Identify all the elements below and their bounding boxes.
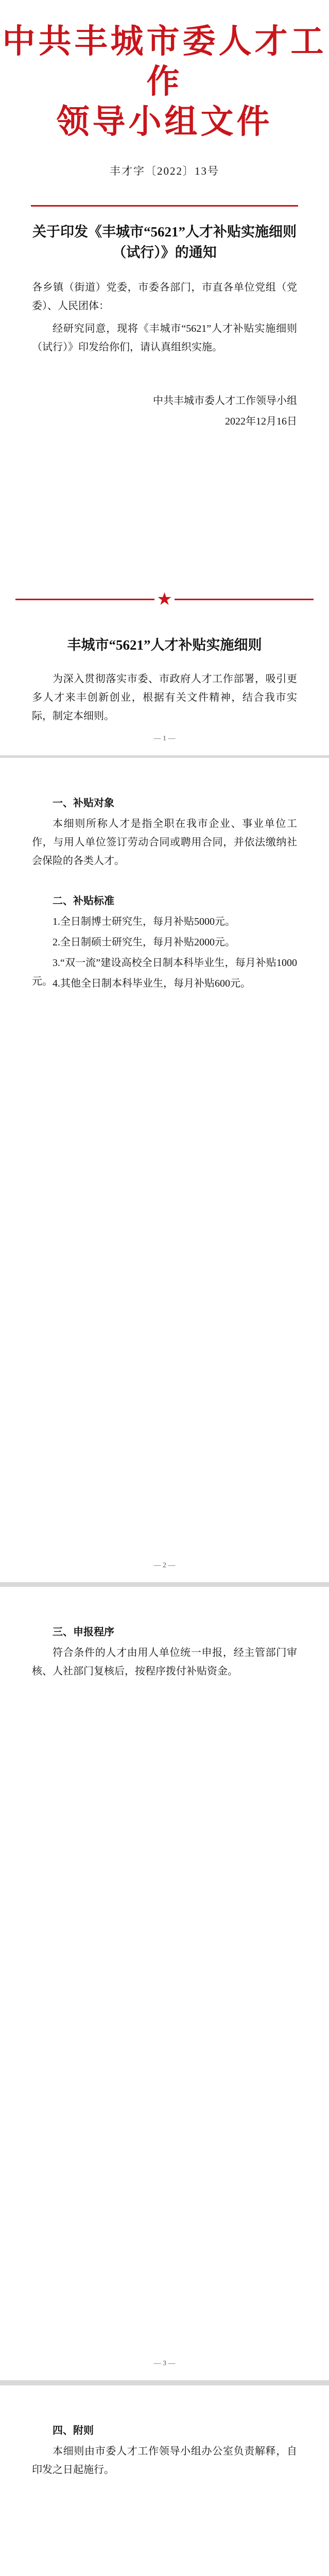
page-3 xyxy=(0,1587,329,2380)
org-line-1: 中共丰城市委人才工作 xyxy=(2,23,327,100)
list-item: 3.“双一流”建设高校全日制本科毕业生，每月补贴1000元。 xyxy=(32,957,297,987)
rules-title: 丰城市“5621”人才补贴实施细则 xyxy=(67,637,262,653)
rules-intro: 为深入贯彻落实市委、市政府人才工作部署，吸引更多人才来丰创新创业，根据有关文件精神，结合我市实际，制定本细则。 xyxy=(32,673,297,722)
red-header xyxy=(0,22,329,142)
page-number: — 1 — xyxy=(153,735,176,742)
notice-title-line-1: 关于印发《丰城市“5621”人才补贴实施细则 xyxy=(32,224,297,240)
section-1-text: 本细则所称人才是指全职在我市企业、事业单位工作，与用人单位签订劳动合同或聘用合同，并依法缴纳社会保险的各类人才。 xyxy=(32,818,297,867)
star-divider xyxy=(0,588,329,611)
page-number: — 2 — xyxy=(153,1562,176,1569)
notice-body: 经研究同意，现将《丰城市“5621”人才补贴实施细则（试行）》印发给你们，请认真组织实施。 xyxy=(32,323,297,353)
page-2 xyxy=(0,758,329,1582)
list-item: 4.其他全日制本科毕业生，每月补贴600元。 xyxy=(53,978,251,989)
list-item: 2.全日制硕士研究生，每月补贴2000元。 xyxy=(53,937,235,948)
org-line-2: 领导小组文件 xyxy=(56,104,273,140)
notice-recipients: 各乡镇（街道）党委，市委各部门，市直各单位党组（党委）、人民团体： xyxy=(32,282,297,312)
notice-title-line-2: （试行）》的通知 xyxy=(112,245,217,260)
list-item: 1.全日制博士研究生，每月补贴5000元。 xyxy=(53,916,235,927)
section-4-title: 四、附则 xyxy=(53,2425,94,2436)
page-4 xyxy=(0,2385,329,2576)
notice-title xyxy=(31,222,298,263)
section-1-title: 一、补贴对象 xyxy=(53,798,114,809)
page-number: — 3 — xyxy=(153,2360,176,2367)
page-1 xyxy=(0,0,329,755)
section-4-text: 本细则由市委人才工作领导小组办公室负责解释，自印发之日起施行。 xyxy=(32,2446,297,2476)
star-icon: ★ xyxy=(157,590,172,609)
red-divider xyxy=(31,205,298,207)
section-2-title: 二、补贴标准 xyxy=(53,895,114,907)
notice-date: 2022年12月16日 xyxy=(225,416,297,427)
notice-issuer: 中共丰城市委人才工作领导小组 xyxy=(153,395,297,406)
doc-number: 丰才字〔2022〕13号 xyxy=(110,165,219,177)
section-3-text: 符合条件的人才由用人单位统一申报，经主管部门审核、人社部门复核后，按程序拨付补贴资金。 xyxy=(32,1647,297,1677)
section-3-title: 三、申报程序 xyxy=(53,1626,114,1638)
